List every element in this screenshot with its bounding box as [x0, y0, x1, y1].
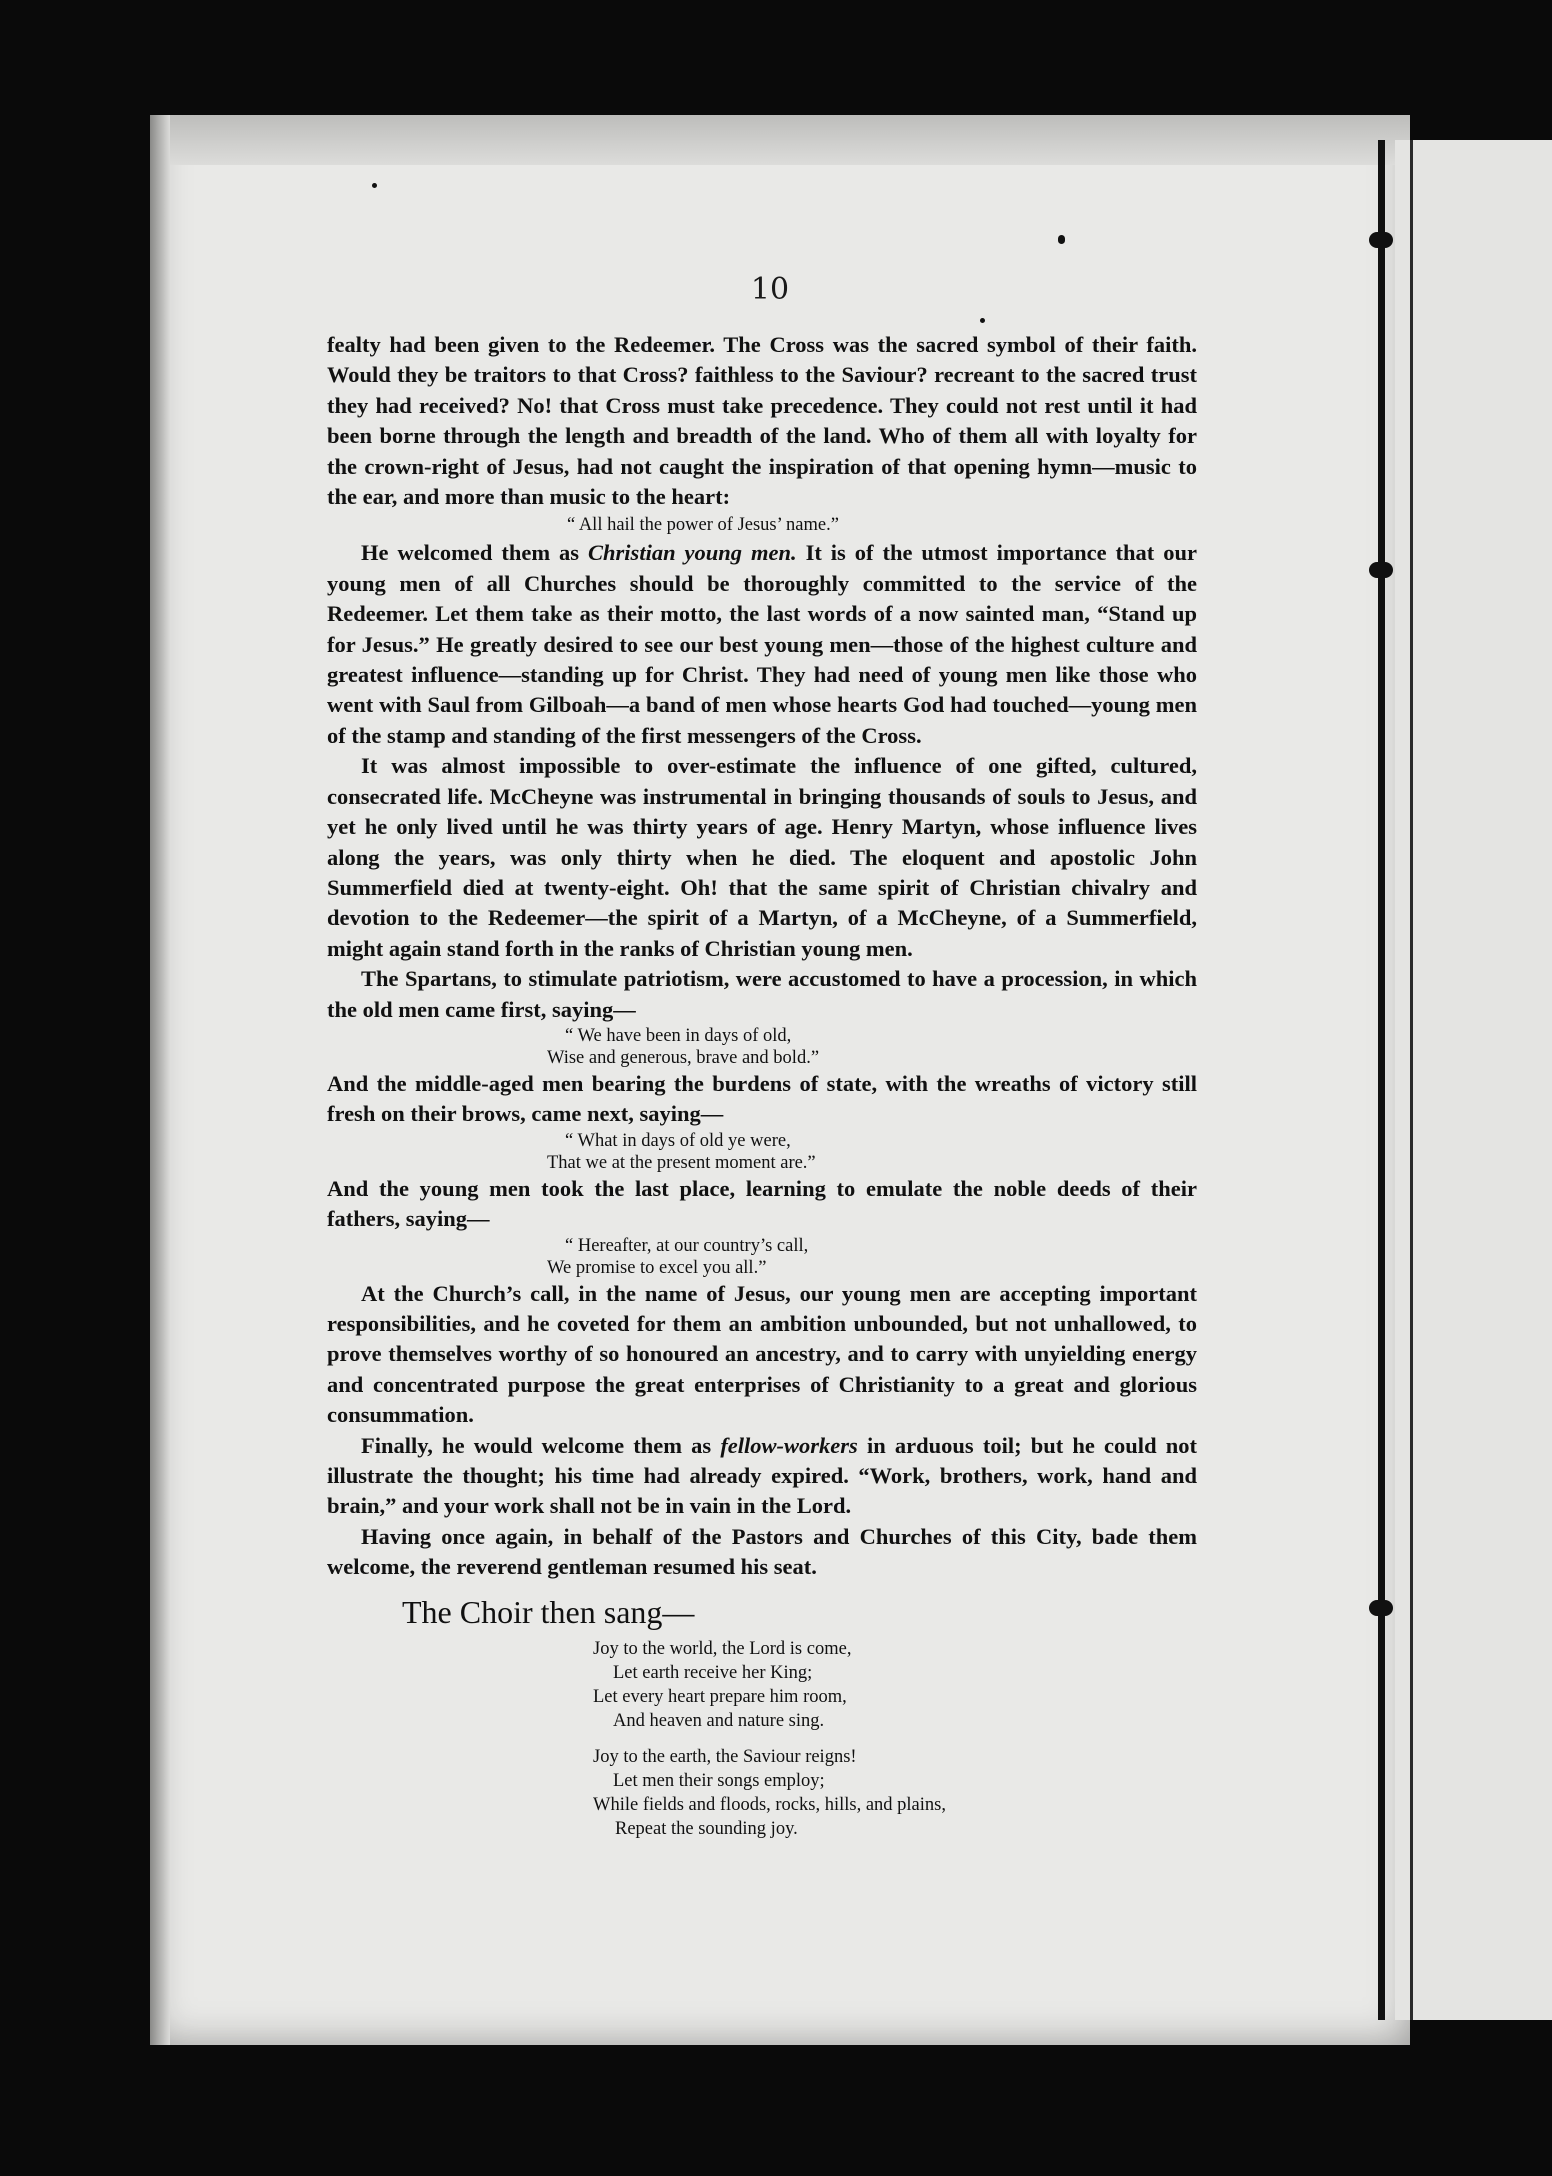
paragraph: It was almost impossible to over-estimate the influence of one gifted, cultured, consecrated life. McCheyne was instrumental in bringing thousands of souls to Jesus, and yet he only lived until he was thirty years of age. Henry Martyn, whose influence lives along the years, was only thirty when he died. The eloquent and apostolic John Summerfield died at twenty-eight. Oh! that the same spirit of Christian chivalry and devotion to the Redeemer—the spirit of a Martyn, of a McCheyne, of a Summerfield, might again stand forth in the ranks of Christian young men.: [327, 753, 1197, 961]
binding-notch: [1369, 232, 1393, 248]
scan-speck: [372, 183, 377, 188]
verse-quotation: “ Hereafter, at our country’s call, We promise to excel you all.”: [547, 1235, 809, 1278]
hymn-verse: Joy to the earth, the Saviour reigns! Let men their songs employ; While fields and floods, rocks, hills, and plains, Repeat the sounding joy.: [593, 1746, 946, 1839]
binding-notch: [1369, 562, 1393, 578]
page-number: 10: [750, 272, 790, 307]
emphasis: fellow-workers: [720, 1432, 858, 1458]
hymn-verse: Joy to the world, the Lord is come, Let earth receive her King; Let every heart prepare him room, And heaven and nature sing.: [593, 1638, 852, 1731]
paragraph: fealty had been given to the Redeemer. The Cross was the sacred symbol of their faith. Would they be traitors to that Cross? faithless to the Saviour? recreant to the sacred trust they had received? No! that Cross must take precedence. They could not rest until it had been borne through the length and breadth of the land. Who of them all with loyalty for the crown-right of Jesus, had not caught the inspiration of that opening hymn—music to the ear, and more than music to the heart:: [327, 332, 1197, 510]
quotation: “ All hail the power of Jesus’ name.”: [567, 515, 839, 536]
paragraph: At the Church’s call, in the name of Jesus, our young men are accepting important responsibilities, and he coveted for them an ambition unbounded, but not unhallowed, to prove themselves worthy of so honoured an ancestry, and to carry with unyielding energy and concentrated purpose the great enterprises of Christianity to a great and glorious consummation.: [327, 1280, 1197, 1428]
page-fold-line: [1410, 140, 1413, 2020]
verse-quotation: “ What in days of old ye were, That we at the present moment are.”: [547, 1130, 816, 1173]
scan-background: [0, 2045, 1552, 2176]
paragraph: And the young men took the last place, learning to emulate the noble deeds of their fathers, saying—: [327, 1175, 1197, 1232]
scan-speck: [980, 318, 985, 323]
page-left-shadow: [150, 115, 170, 2045]
paragraph: The Spartans, to stimulate patriotism, were accustomed to have a procession, in which the old men came first, saying—: [327, 966, 1197, 1022]
paragraph: He welcomed them as Christian young men. It is of the utmost importance that our young men of all Churches should be thoroughly committed to the service of the Redeemer. Let them take as their motto, the last words of a now sainted man, “Stand up for Jesus.” He greatly desired to see our best young men—those of the highest culture and greatest influence—standing up for Christ. They had need of young men like those who went with Saul from Gilboah—a band of men whose hearts God had touched—young men of the stamp and standing of the first messengers of the Cross.: [327, 540, 1197, 748]
paragraph: And the middle-aged men bearing the burdens of state, with the wreaths of victory still fresh on their brows, came next, saying—: [327, 1070, 1197, 1127]
body-text: [327, 330, 1197, 1853]
binding-notch: [1369, 1600, 1393, 1616]
binding-stitch: [1378, 140, 1385, 2020]
verse-quotation: “ We have been in days of old, Wise and generous, brave and bold.”: [547, 1025, 820, 1068]
paragraph: Having once again, in behalf of the Pastors and Churches of this City, bade them welcome, the reverend gentleman resumed his seat.: [327, 1523, 1197, 1580]
emphasis: Christian young men.: [588, 540, 797, 566]
scan-speck: [1058, 235, 1065, 244]
section-heading: The Choir then sang—: [402, 1593, 695, 1630]
paragraph: Finally, he would welcome them as fellow-workers in arduous toil; but he could not illustrate the thought; his time had already expired. “Work, brothers, work, hand and brain,” and your work shall not be in vain in the Lord.: [327, 1432, 1197, 1519]
page-top-band: [150, 115, 1410, 165]
facing-page-edge: [1395, 140, 1552, 2020]
